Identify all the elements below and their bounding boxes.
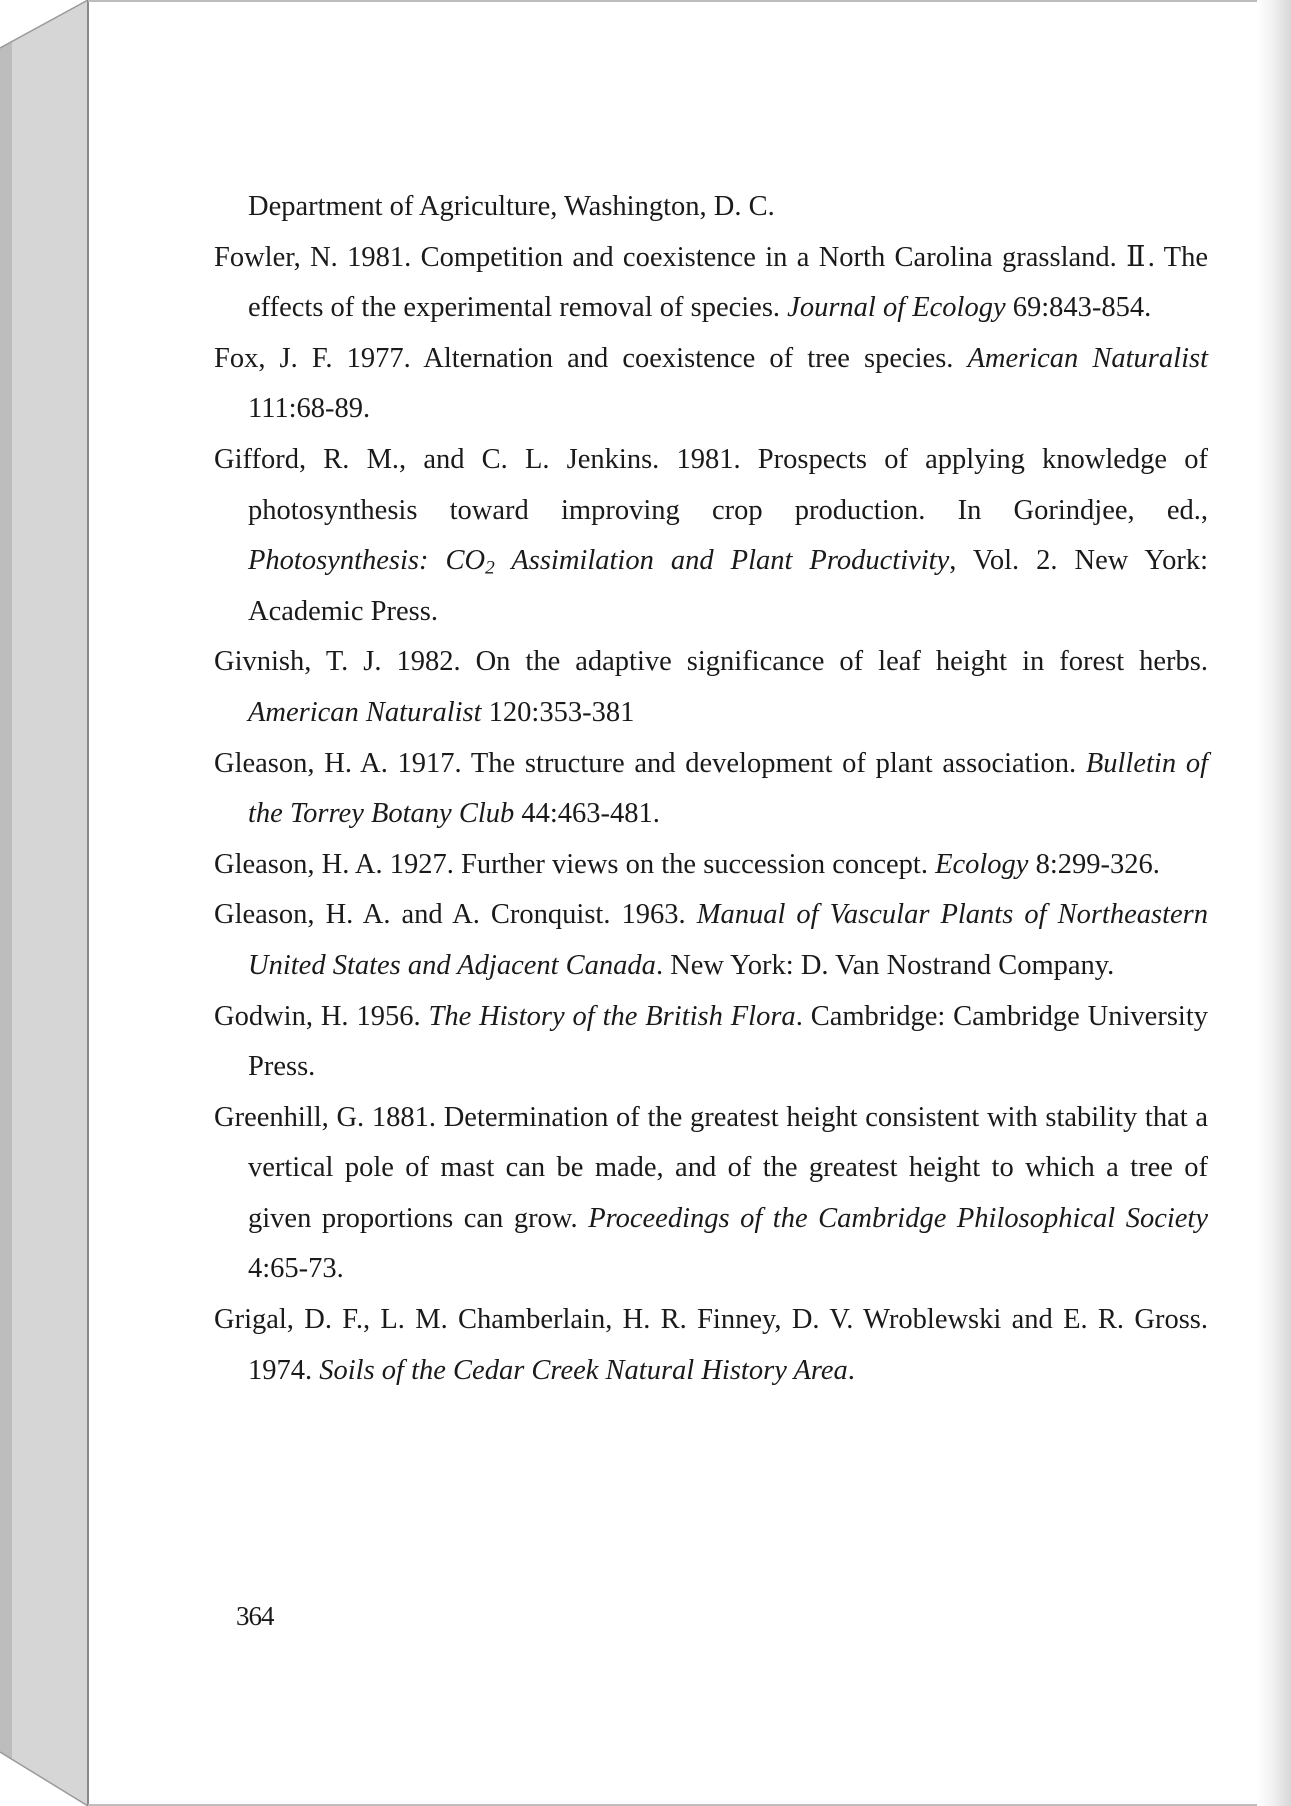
- reference-entry: Gleason, H. A. 1927. Further views on the succession concept. Ecology 8:299-326.: [214, 848, 1160, 880]
- reference-title: Ecology: [935, 848, 1029, 880]
- reference-title: The History of the British Flora: [428, 1000, 796, 1032]
- reference-title: American Naturalist: [967, 342, 1208, 374]
- reference-continuation: Department of Agriculture, Washington, D. C.: [248, 191, 775, 222]
- reference-entry: Godwin, H. 1956. The History of the British Flora. Cambridge: Cambridge University Press.: [214, 1000, 1208, 1083]
- reference-title: Manual of Vascular Plants of Northeastern United States and Adjacent Canada: [248, 899, 1208, 981]
- reference-entry: Givnish, T. J. 1982. On the adaptive significance of leaf height in forest herbs. American Naturalist 120:353-381: [214, 646, 1208, 728]
- reference-list: [214, 182, 1208, 1396]
- reference-entry: Gifford, R. M., and C. L. Jenkins. 1981. Prospects of applying knowledge of photosynthesis toward improving crop production. In Gorindjee, ed., Photosynthesis: $CO_2$ Assimilation and Plant Productivity, Vol. 2. New York: Academic Press.: [214, 443, 1208, 627]
- page-number: 364: [236, 1601, 274, 1631]
- reference-title: Photosynthesis: $CO_2$ Assimilation and Plant Productivity: [248, 545, 950, 579]
- reference-entry: Fox, J. F. 1977. Alternation and coexistence of tree species. American Naturalist 111:68-89.: [214, 342, 1208, 425]
- book-page: [92, 0, 1257, 1806]
- reference-title: Journal of Ecology: [787, 292, 1006, 324]
- reference-entry: Fowler, N. 1981. Competition and coexistence in a North Carolina grassland. Ⅱ. The effects of the experimental removal of species. Journal of Ecology 69:843-854.: [214, 241, 1208, 324]
- reference-title: American Naturalist: [248, 696, 482, 728]
- reference-title: Bulletin of the Torrey Botany Club: [248, 747, 1208, 830]
- reference-title: Proceedings of the Cambridge Philosophical Society: [588, 1202, 1209, 1234]
- reference-entry: Grigal, D. F., L. M. Chamberlain, H. R. Finney, D. V. Wroblewski and E. R. Gross. 1974. Soils of the Cedar Creek Natural History Area.: [214, 1304, 1208, 1386]
- reference-title: Soils of the Cedar Creek Natural History Area: [319, 1354, 848, 1386]
- book-spine: [0, 0, 92, 1806]
- reference-entry: Gleason, H. A. and A. Cronquist. 1963. Manual of Vascular Plants of Northeastern United States and Adjacent Canada. New York: D. Van Nostrand Company.: [214, 899, 1208, 981]
- page-right-shadow: [1257, 0, 1291, 1806]
- reference-entry: Greenhill, G. 1881. Determination of the greatest height consistent with stability that a vertical pole of mast can be made, and of the greatest height to which a tree of given proportions can grow. Proceedings of the Cambridge Philosophical Society 4:65-73.: [214, 1101, 1209, 1285]
- reference-entry: Gleason, H. A. 1917. The structure and development of plant association. Bulletin of the Torrey Botany Club 44:463-481.: [214, 747, 1208, 830]
